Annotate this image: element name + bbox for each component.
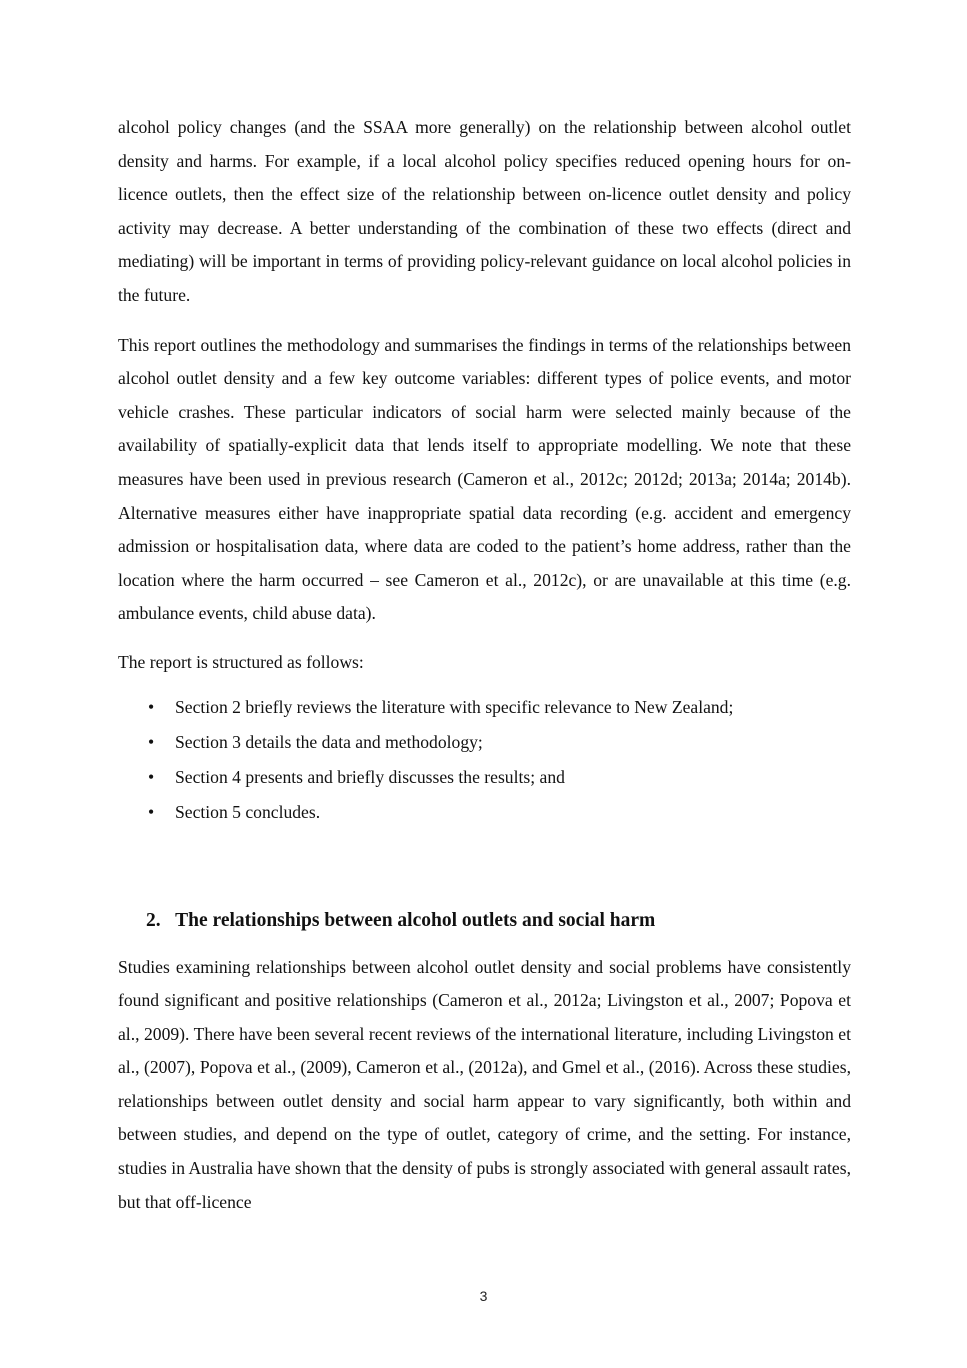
bullet-icon: • xyxy=(148,766,155,787)
body-paragraph-2: This report outlines the methodology and summarises the findings in terms of the relationships between alcohol outlet density and a few key outcome variables: different types of police events, and motor vehicle crashes. These particular indicators of social harm were selected mainly because of the availability of spatially-explicit data that lends itself to appropriate modelling. We note that these measures have been used in previous research (Cameron et al., 2012c; 2012d; 2013a; 2014a; 2014b). Alternative measures either have inappropriate spatial data recording (e.g. accident and emergency admission or hospitalisation data, where data are coded to the patient’s home address, rather than the location where the harm occurred – see Cameron et al., 2012c), or are unavailable at this time (e.g. ambulance events, child abuse data). xyxy=(118,334,851,624)
structure-list xyxy=(118,690,851,830)
section-paragraph: Studies examining relationships between alcohol outlet density and social problems have consistently found significant and positive relationships (Cameron et al., 2012a; Livingston et al., 2007; Popova et al., 2009). There have been several recent reviews of the international literature, including Livingston et al., (2007), Popova et al., (2009), Cameron et al., (2012a), and Gmel et al., (2016). Across these studies, relationships between outlet density and social harm appear to vary significantly, both within and between studies, and depend on the type of outlet, category of crime, and the setting. For instance, studies in Australia have shown that the density of pubs is strongly associated with general assault rates, but that off-licence xyxy=(118,956,851,1212)
section-number: 2. xyxy=(146,909,161,931)
bullet-icon: • xyxy=(148,801,155,822)
structure-intro: The report is structured as follows: xyxy=(118,651,364,672)
section-title: The relationships between alcohol outlets and social harm xyxy=(175,909,656,931)
list-item-text: Section 2 briefly reviews the literature with specific relevance to New Zealand; xyxy=(175,696,734,717)
bullet-icon: • xyxy=(148,731,155,752)
section-heading xyxy=(118,904,851,938)
list-item xyxy=(118,760,851,795)
list-item-text: Section 5 concludes. xyxy=(175,801,321,822)
body-paragraph-1: alcohol policy changes (and the SSAA more generally) on the relationship between alcohol outlet density and harms. For example, if a local alcohol policy specifies reduced opening hours for on-licence outlets, then the effect size of the relationship between on-licence outlet density and policy activity may decrease. A better understanding of the combination of these two effects (direct and mediating) will be important in terms of providing policy-relevant guidance on local alcohol policies in the future. xyxy=(118,117,851,305)
page-content xyxy=(118,111,851,1219)
page-number: 3 xyxy=(479,1288,488,1304)
list-item xyxy=(118,690,851,725)
list-item-text: Section 4 presents and briefly discusses the results; and xyxy=(175,766,565,787)
list-item xyxy=(118,725,851,760)
bullet-icon: • xyxy=(148,696,155,717)
list-item xyxy=(118,795,851,830)
list-item-text: Section 3 details the data and methodology; xyxy=(175,731,483,752)
